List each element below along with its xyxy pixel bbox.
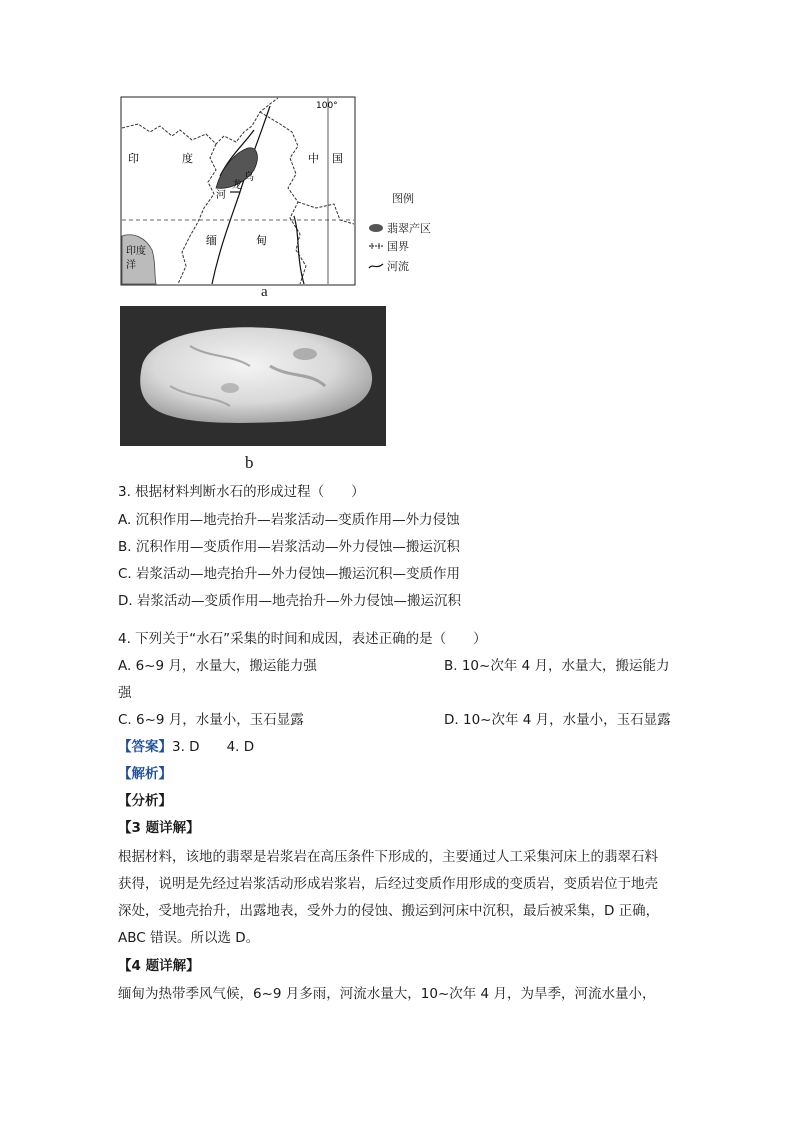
label-ocean: 洋 — [126, 260, 136, 271]
figure-caption-b: b — [245, 453, 254, 472]
label-myanmar: 甸 — [256, 234, 267, 247]
label-river: 龙 — [232, 180, 242, 191]
q3-option-a: A. 沉积作用—地壳抬升—岩浆活动—变质作用—外力侵蚀 — [118, 512, 460, 528]
q3-detail-text: 根据材料，该地的翡翠是岩浆岩在高压条件下形成的，主要通过人工采集河床上的翡翠石料获得，说明是先经过岩浆活动形成岩浆岩，后经过变质作用形成的变质岩，变质岩位于地壳深处，受地壳抬升，出露地表，受外力的侵蚀、搬运到河床中沉积，最后被采集，D 正确，ABC 错误。所以选 D。 — [118, 849, 660, 946]
jade-zone-icon — [368, 223, 384, 233]
border-icon — [368, 241, 384, 251]
label-china: 国 — [332, 152, 343, 165]
answer-line — [118, 737, 254, 757]
q4-option-c: C. 6~9 月，水量小，玉石显露 — [118, 712, 304, 728]
q3-option-d: D. 岩浆活动—变质作用—地壳抬升—外力侵蚀—搬运沉积 — [118, 593, 461, 609]
label-ocean: 度 — [136, 246, 146, 257]
q3-stem: 3. 根据材料判断水石的形成过程（ ） — [118, 484, 365, 500]
q4-detail-text: 缅甸为热带季风气候，6~9 月多雨，河流水量大，10~次年 4 月，为旱季，河流水量小， — [118, 986, 656, 1002]
q3-option-c: C. 岩浆活动—地壳抬升—外力侵蚀—搬运沉积—变质作用 — [118, 566, 461, 582]
label-ocean: 印 — [126, 246, 136, 257]
legend-label: 河流 — [387, 260, 409, 273]
legend-label: 翡翠产区 — [387, 222, 431, 235]
q4-option-b: B. 10~次年 4 月，水量大，搬运能力 — [444, 658, 670, 674]
label-india: 度 — [182, 152, 193, 165]
legend-item-border — [368, 238, 409, 254]
river-icon — [368, 261, 384, 271]
longitude-label: 100° — [316, 101, 338, 111]
label-river: 乌 — [244, 172, 254, 183]
label-india: 印 — [128, 152, 139, 165]
q4-detail-label: 【4 题详解】 — [118, 958, 200, 974]
q4-option-b-continued: 强 — [118, 685, 132, 701]
q3-detail-label: 【3 题详解】 — [118, 820, 200, 836]
legend-item-river — [368, 258, 409, 274]
legend-label: 国界 — [387, 240, 409, 253]
jade-region-map — [120, 96, 356, 286]
jade-stone-photo — [120, 306, 386, 446]
label-myanmar: 缅 — [206, 234, 217, 247]
q4-option-a: A. 6~9 月，水量大，搬运能力强 — [118, 658, 317, 674]
fenxi-label: 【分析】 — [118, 793, 172, 809]
q3-option-b: B. 沉积作用—变质作用—岩浆活动—外力侵蚀—搬运沉积 — [118, 539, 460, 555]
answer-label: 【答案】 — [118, 739, 172, 755]
q4-stem: 4. 下列关于“水石”采集的时间和成因，表述正确的是（ ） — [118, 631, 487, 647]
jade-stone-image — [120, 306, 386, 446]
label-river: 河 — [216, 190, 226, 201]
legend-title: 图例 — [392, 192, 414, 205]
answer-text: 3. D 4. D — [172, 739, 255, 755]
q4-option-d: D. 10~次年 4 月，水量小，玉石显露 — [444, 712, 671, 728]
figure-caption-a: a — [261, 284, 268, 300]
analysis-label: 【解析】 — [118, 766, 172, 782]
legend-item-jade — [368, 220, 431, 236]
label-china: 中 — [308, 152, 319, 165]
